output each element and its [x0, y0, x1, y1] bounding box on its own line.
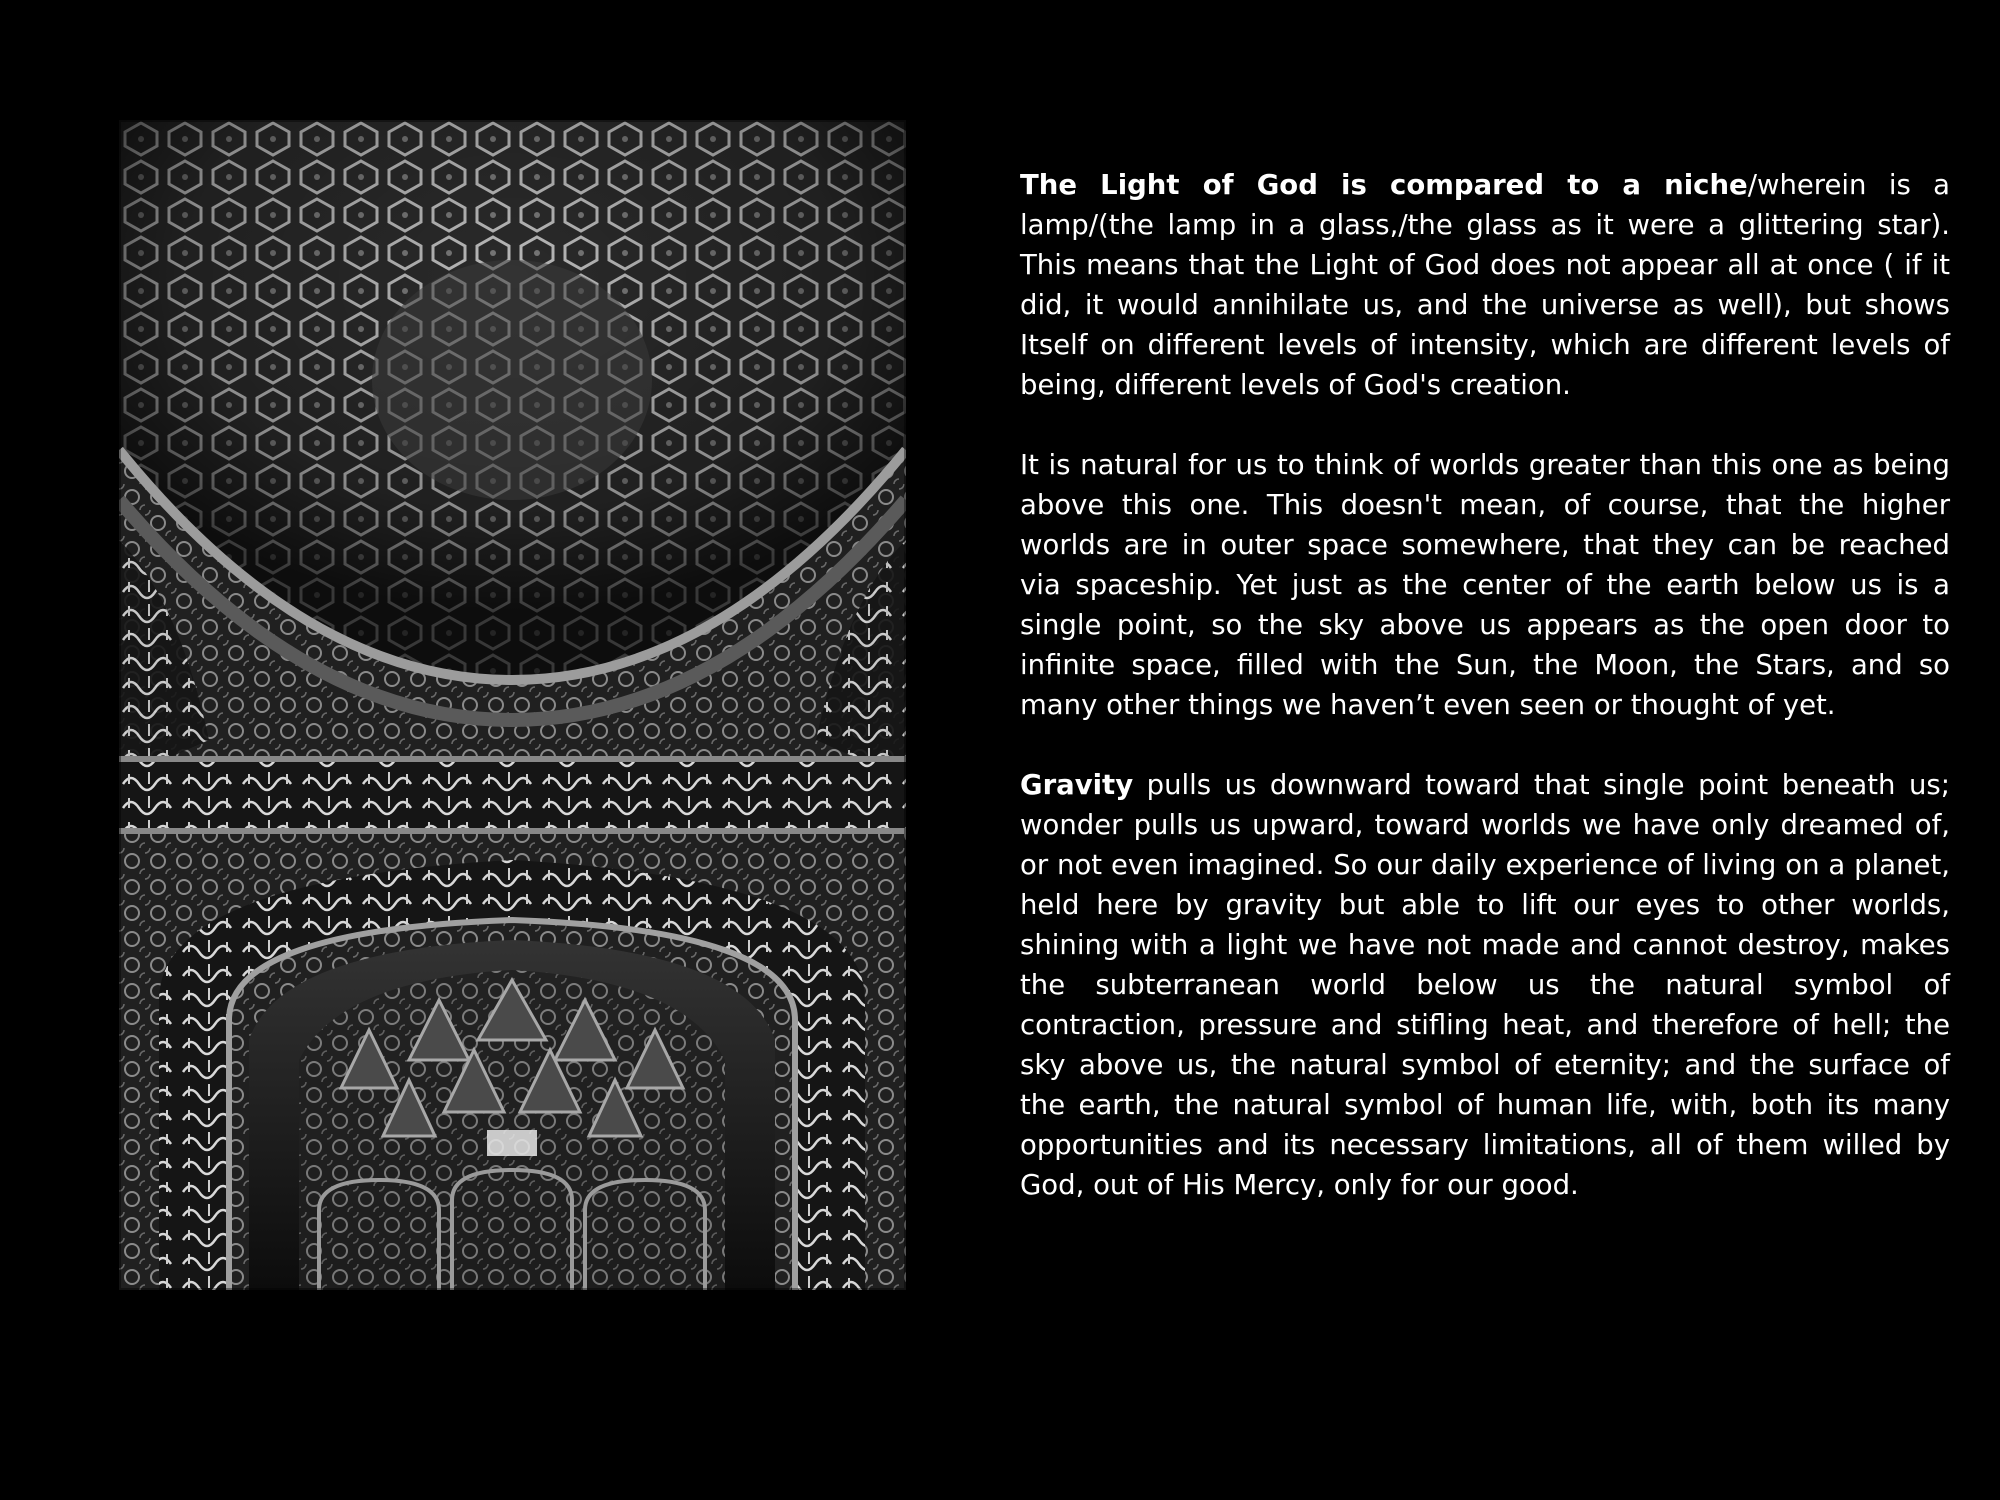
- paragraph-1-text: /wherein is a lamp/(the lamp in a glass,/the glass as it were a glittering star). This means that the Light of God does not appear all at once ( if it did, it would annihilate us, and the universe as well), but shows Itself on different levels of intensity, which are different levels of being, different levels of God's creation.: [1020, 169, 1950, 401]
- paragraph-2: [1020, 445, 1950, 725]
- paragraph-3-text: pulls us downward toward that single point beneath us; wonder pulls us upward, toward worlds we have only dreamed of, or not even imagined. So our daily experience of living on a planet, held here by gravity but able to lift our eyes to other worlds, shining with a light we have not made and cannot destroy, makes the subterranean world below us the natural symbol of contraction, pressure and stifling heat, and therefore of hell; the sky above us, the natural symbol of eternity; and the surface of the earth, the natural symbol of human life, with, both its many opportunities and its necessary limitations, all of them willed by God, out of His Mercy, only for our good.: [1020, 769, 1950, 1201]
- paragraph-3-bold-lead: Gravity: [1020, 769, 1134, 801]
- paragraph-2-text: It is natural for us to think of worlds greater than this one as being above this one. This doesn't mean, of course, that the higher worlds are in outer space somewhere, that they can be reached via spaceship. Yet just as the center of the earth below us is a single point, so the sky above us appears as the open door to infinite space, filled with the Sun, the Moon, the Stars, and so many other things we haven’t even seen or thought of yet.: [1020, 449, 1950, 721]
- mosque-dome-photo: [119, 120, 906, 1290]
- paragraph-1-bold-lead: The Light of God is compared to a niche: [1020, 169, 1748, 201]
- paragraph-1: [1020, 165, 1950, 405]
- paragraph-3: [1020, 765, 1950, 1205]
- mosque-dome-illustration: [119, 120, 906, 1290]
- body-text: [1020, 165, 1950, 1205]
